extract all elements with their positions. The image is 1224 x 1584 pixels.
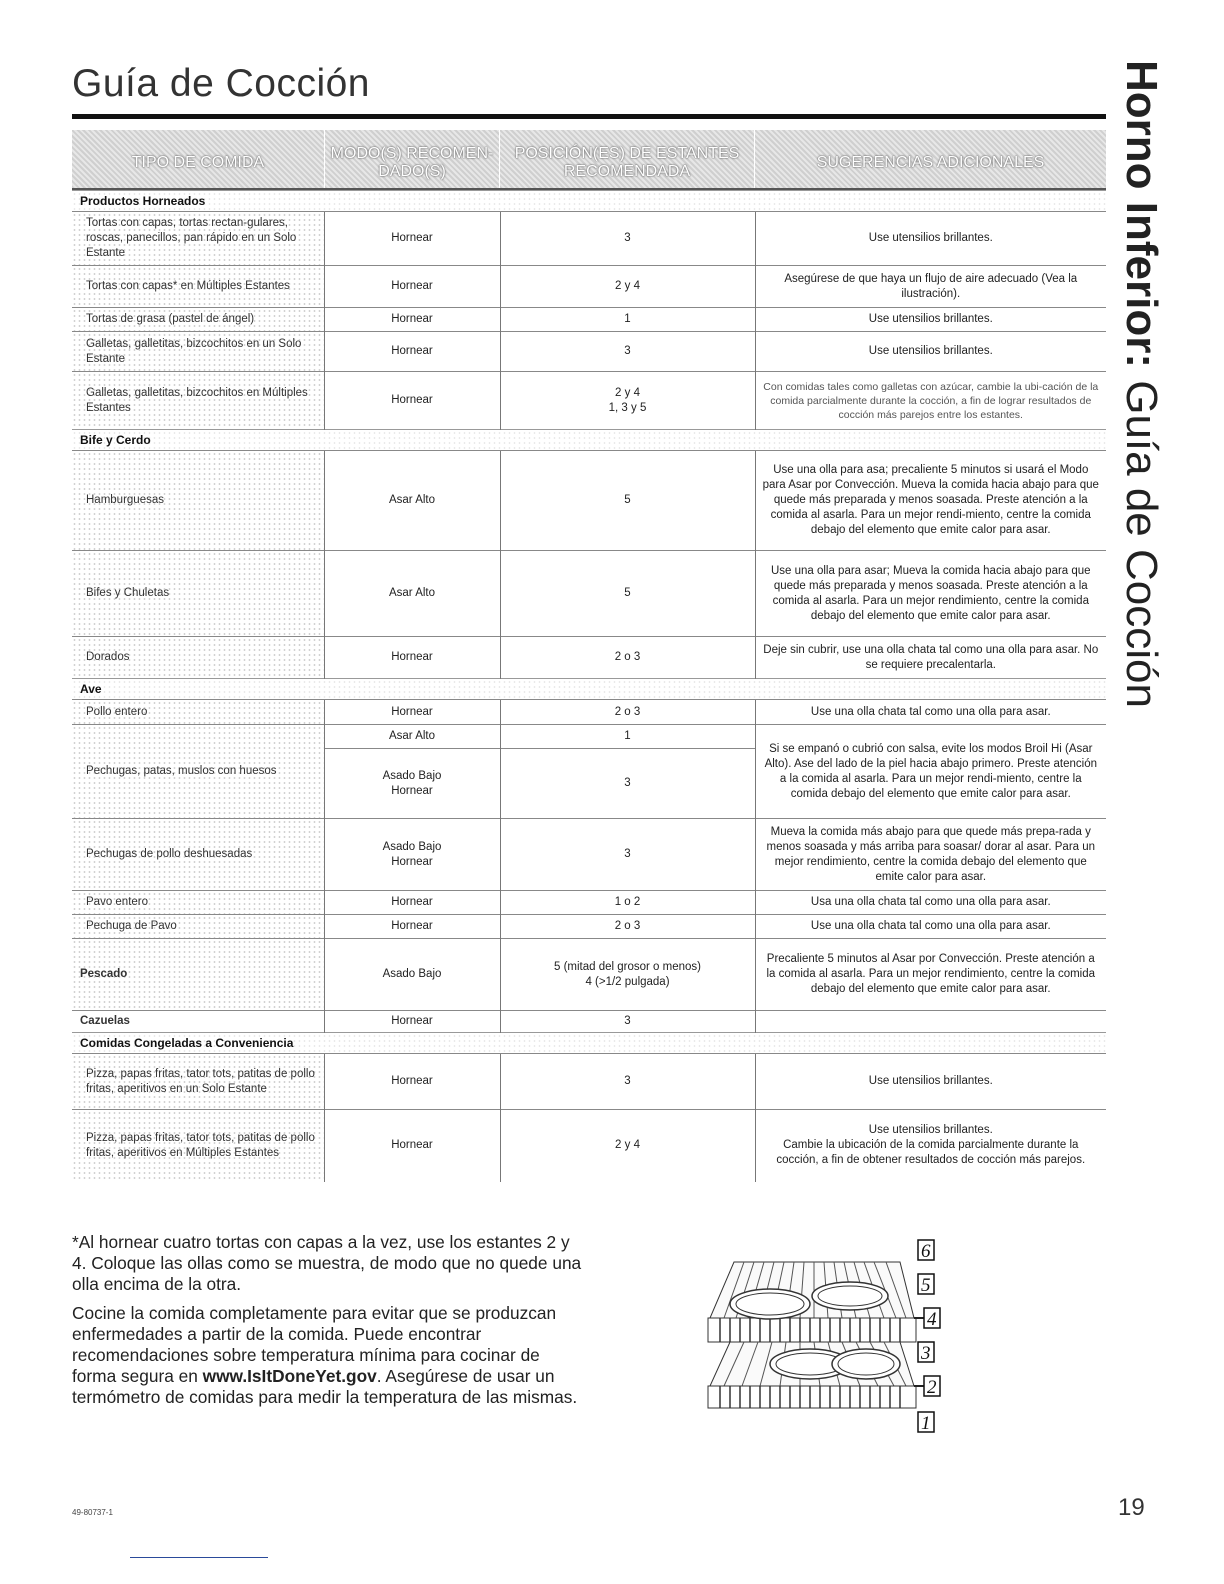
mode-cell: Hornear (324, 212, 500, 266)
mode-cell: Hornear (324, 1011, 500, 1033)
position-cell: 3 (500, 749, 755, 819)
side-title-bold: Horno Inferior: (1117, 60, 1166, 368)
food-cell: Pechuga de Pavo (72, 915, 324, 939)
page-title: Guía de Cocción (72, 62, 371, 105)
suggestion-cell: Usa una olla chata tal como una olla para asar. (755, 891, 1106, 915)
table-row (72, 332, 1106, 372)
table-row (72, 939, 1106, 1011)
mode-cell (324, 819, 500, 891)
position-value: 5 (mitad del grosor o menos) (553, 960, 701, 973)
food-cell: Tortas con capas, tortas rectan-gulares, roscas, panecillos, pan rápido en un Solo Estante (72, 212, 324, 266)
category-frozen: Comidas Congeladas a Conveniencia (72, 1033, 1106, 1054)
table-row (72, 372, 1106, 430)
rack-label-1: 1 (921, 1413, 931, 1434)
food-cell: Pizza, papas fritas, tator tots, patitas de pollo fritas, aperitivos en Múltiples Estantes (72, 1110, 324, 1182)
food-cell: Pollo entero (72, 700, 324, 725)
position-value-alt: 4 (>1/2 pulgada) (585, 975, 670, 988)
position-cell: 3 (500, 332, 755, 372)
food-cell: Galletas, galletitas, bizcochitos en Múltiples Estantes (72, 372, 324, 430)
category-row (72, 430, 1106, 451)
category-beef-pork: Bife y Cerdo (72, 430, 1106, 451)
position-cell: 1 o 2 (500, 891, 755, 915)
position-value-alt: 1, 3 y 5 (608, 401, 647, 414)
table-row (72, 1110, 1106, 1182)
suggestion-line: Cambie la ubicación de la comida parcialmente durante la cocción, a fin de obtener resultados de cocción más parejos. (776, 1139, 1086, 1167)
suggestion-cell: Use utensilios brillantes. (755, 332, 1106, 372)
table-row (72, 551, 1106, 637)
title-rule (72, 114, 1106, 119)
mode-cell: Asar Alto (324, 451, 500, 551)
table-row (72, 1054, 1106, 1110)
mode-cell: Hornear (324, 637, 500, 679)
mode-cell: Hornear (324, 1110, 500, 1182)
suggestion-cell: Use utensilios brillantes. (755, 308, 1106, 332)
page-number: 19 (1118, 1494, 1145, 1521)
food-cell: Pescado (72, 939, 324, 1011)
mode-value-alt: Hornear (391, 784, 433, 797)
rack-label-6: 6 (921, 1241, 931, 1262)
position-cell: 5 (500, 551, 755, 637)
rack-position-labels (918, 1240, 940, 1434)
mode-cell: Hornear (324, 308, 500, 332)
rack-label-3: 3 (921, 1343, 931, 1364)
category-row (72, 679, 1106, 700)
food-cell: Pechugas de pollo deshuesadas (72, 819, 324, 891)
mode-value: Asado Bajo (382, 840, 442, 853)
mode-cell: Hornear (324, 1054, 500, 1110)
table-row (72, 819, 1106, 891)
suggestion-cell: Mueva la comida más abajo para que quede más prepa-rada y menos soasada y más arriba para soasar/ dorar al asar. Para un mejor rendimiento, centre la comida debajo del elemento que emite calor para asar. (755, 819, 1106, 891)
table-row (72, 451, 1106, 551)
suggestion-cell: Con comidas tales como galletas con azúcar, cambie la ubi-cación de la comida parcialmente durante la cocción, a fin de lograr resultados de cocción más parejos entre los estantes. (755, 372, 1106, 430)
side-title-light: Guía de Cocción (1117, 380, 1166, 708)
category-row (72, 1033, 1106, 1054)
category-poultry: Ave (72, 679, 1106, 700)
table-row (72, 1011, 1106, 1033)
header-food-type: TIPO DE COMIDA (72, 130, 324, 188)
mode-cell: Asar Alto (324, 725, 500, 749)
category-baked: Productos Horneados (72, 191, 1106, 212)
rack-label-5: 5 (921, 1275, 931, 1296)
suggestion-cell: Use una olla para asar; Mueva la comida hacia abajo para que quede más preparada y menos soasada. Preste atención a la comida al asarla. Para un mejor rendimiento, centre la comida debajo del elemento que emite calor para asar. (755, 551, 1106, 637)
category-row (72, 191, 1106, 212)
mode-cell: Hornear (324, 266, 500, 308)
suggestion-cell: Use utensilios brillantes. (755, 212, 1106, 266)
position-cell: 3 (500, 819, 755, 891)
food-cell: Pechugas, patas, muslos con huesos (72, 725, 324, 819)
position-cell: 2 o 3 (500, 700, 755, 725)
position-cell: 3 (500, 1011, 755, 1033)
position-cell: 2 y 4 (500, 266, 755, 308)
mode-value: Asado Bajo (382, 769, 442, 782)
mode-value-alt: Hornear (391, 855, 433, 868)
food-cell: Cazuelas (72, 1011, 324, 1033)
note-four-cakes: *Al hornear cuatro tortas con capas a la vez, use los estantes 2 y 4. Coloque las ollas como se muestra, de modo que no quede una olla encima de la otra. (72, 1232, 582, 1294)
position-value: 2 y 4 (615, 386, 640, 399)
mode-cell (324, 749, 500, 819)
suggestion-cell: Use utensilios brillantes. (755, 1054, 1106, 1110)
table-row (72, 637, 1106, 679)
oven-rack-illustration (700, 1232, 960, 1440)
table-row (72, 891, 1106, 915)
suggestion-cell (755, 1011, 1106, 1033)
side-section-title (1116, 60, 1166, 708)
rack-label-4: 4 (927, 1309, 937, 1330)
mode-cell: Asado Bajo (324, 939, 500, 1011)
footer-rule (130, 1557, 268, 1558)
mode-cell: Asar Alto (324, 551, 500, 637)
food-cell: Bifes y Chuletas (72, 551, 324, 637)
suggestion-cell: Precaliente 5 minutos al Asar por Convección. Preste atención a la comida al asarla. Para un mejor rendimiento, centre la comida debajo del elemento que emite calor para asar. (755, 939, 1106, 1011)
note-food-safety (72, 1303, 582, 1408)
mode-cell: Hornear (324, 332, 500, 372)
food-cell: Hamburguesas (72, 451, 324, 551)
food-cell: Tortas de grasa (pastel de ángel) (72, 308, 324, 332)
mode-cell: Hornear (324, 915, 500, 939)
table-row (72, 700, 1106, 725)
table-row (72, 725, 1106, 749)
position-cell: 5 (500, 451, 755, 551)
suggestion-cell (755, 1110, 1106, 1182)
mode-cell: Hornear (324, 700, 500, 725)
suggestion-cell: Use una olla para asa; precaliente 5 minutos si usará el Modo para Asar por Convección. Mueva la comida hacia abajo para que quede más preparada y menos soasada. Preste atención a la comida al asarla. Para un mejor rendi-miento, centre la comida debajo del elemento que emite calor para asar. (755, 451, 1106, 551)
food-cell: Pavo entero (72, 891, 324, 915)
position-cell: 1 (500, 308, 755, 332)
header-rack-position: POSICIÓN(ES) DE ESTANTES RECOMENDADA (500, 130, 754, 188)
upper-rack (708, 1262, 916, 1342)
food-cell: Dorados (72, 637, 324, 679)
website-link[interactable]: www.IsItDoneYet.gov (202, 1366, 377, 1386)
mode-cell: Hornear (324, 891, 500, 915)
document-number: 49-80737-1 (72, 1508, 113, 1517)
table-row (72, 308, 1106, 332)
note-text-end: . Asegúrese de usar un termómetro de comidas para medir la temperatura de las mismas. (72, 1366, 578, 1407)
position-cell (500, 372, 755, 430)
suggestion-cell: Si se empanó o cubrió con salsa, evite los modos Broil Hi (Asar Alto). Ase del lado de la piel hacia abajo primero. Preste atención a la comida al asarla. Para un mejor rendi-miento, centre la comida debajo del elemento que emite calor para asar. (755, 725, 1106, 819)
header-mode: MODO(S) RECOMEN-DADO(S) (325, 130, 499, 188)
position-cell: 3 (500, 212, 755, 266)
position-cell (500, 939, 755, 1011)
food-cell: Pizza, papas fritas, tator tots, patitas de pollo fritas, aperitivos en un Solo Estante (72, 1054, 324, 1110)
note-text: Cocine la comida completamente para evitar que se produzcan enfermedades a partir de la comida. Puede encontrar recomendaciones sobre temperatura mínima para cocinar de forma segura en (72, 1303, 557, 1386)
suggestion-cell: Use una olla chata tal como una olla para asar. (755, 915, 1106, 939)
table-row (72, 266, 1106, 308)
food-cell: Galletas, galletitas, bizcochitos en un Solo Estante (72, 332, 324, 372)
rack-label-2: 2 (927, 1377, 937, 1398)
position-cell: 2 o 3 (500, 637, 755, 679)
table-row (72, 212, 1106, 266)
position-cell: 1 (500, 725, 755, 749)
suggestion-cell: Use una olla chata tal como una olla para asar. (755, 700, 1106, 725)
suggestion-cell: Asegúrese de que haya un flujo de aire adecuado (Vea la ilustración). (755, 266, 1106, 308)
position-cell: 2 y 4 (500, 1110, 755, 1182)
mode-cell: Hornear (324, 372, 500, 430)
cooking-guide-table (72, 190, 1106, 1182)
header-suggestions: SUGERENCIAS ADICIONALES (755, 130, 1106, 188)
suggestion-cell: Deje sin cubrir, use una olla chata tal como una olla para asar. No se requiere precalentarla. (755, 637, 1106, 679)
lower-rack (708, 1342, 916, 1408)
table-row (72, 915, 1106, 939)
position-cell: 3 (500, 1054, 755, 1110)
suggestion-line: Use utensilios brillantes. (868, 1124, 993, 1137)
position-cell: 2 o 3 (500, 915, 755, 939)
food-cell: Tortas con capas* en Múltiples Estantes (72, 266, 324, 308)
